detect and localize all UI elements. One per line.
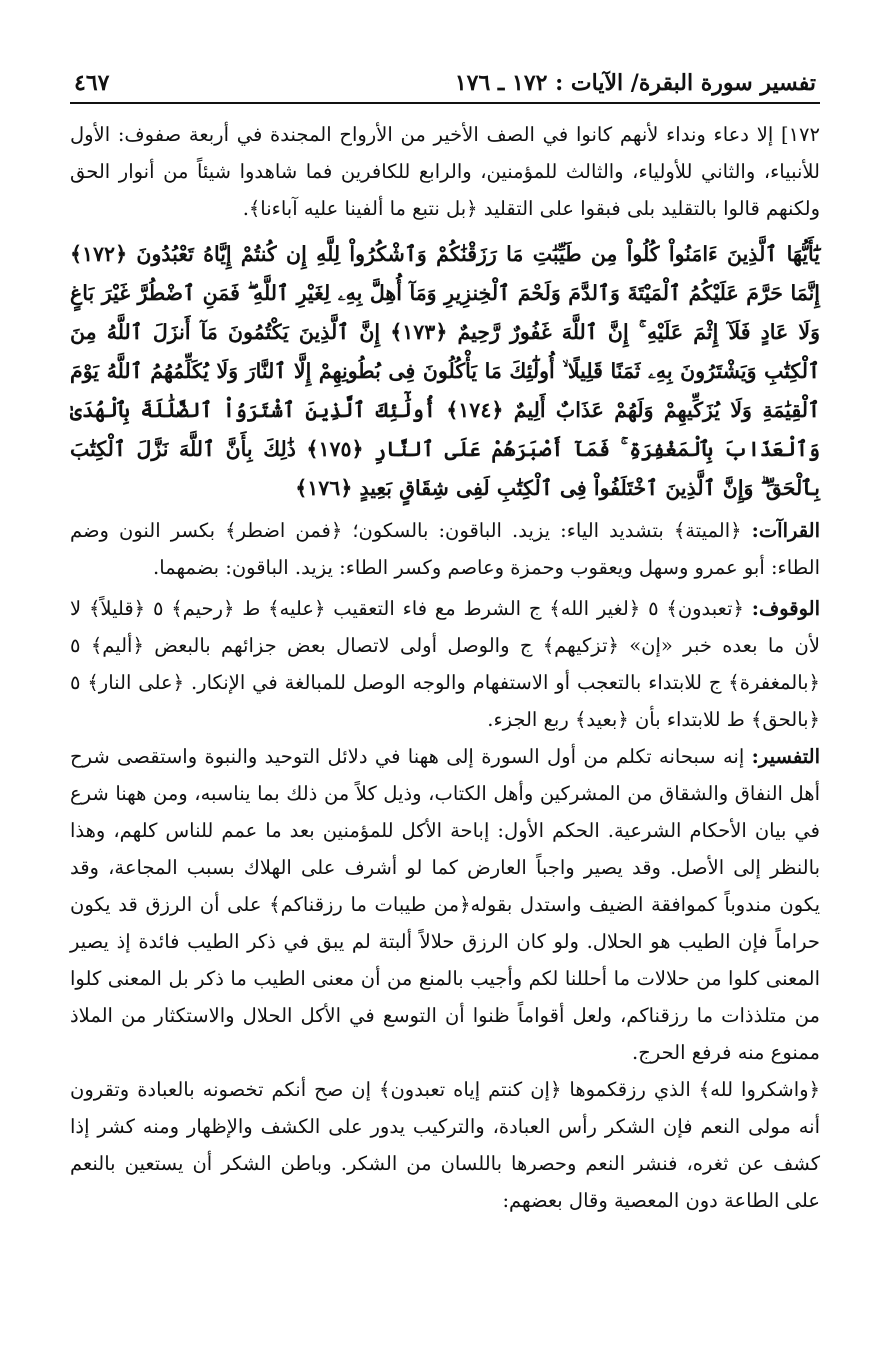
quran-verses: يَٰٓأَيُّهَا ٱلَّذِينَ ءَامَنُواْ كُلُواْ مِن طَيِّبَٰتِ مَا رَزَقْنَٰكُمْ وَٱشْكُرُواْ لِلَّهِ إِن كُنتُمْ إِيَّاهُ تَعْبُدُونَ ﴿١٧٢﴾ إِنَّمَا حَرَّمَ عَلَيْكُمُ ٱلْمَيْتَةَ وَٱلدَّمَ وَلَحْمَ ٱلْخِنزِيرِ وَمَآ أُهِلَّ بِهِۦ لِغَيْرِ ٱللَّهِ ۖ فَمَنِ ٱضْطُرَّ غَيْرَ بَاغٍ وَلَا عَادٍ فَلَآ إِثْمَ عَلَيْهِ ۚ إِنَّ ٱللَّهَ غَفُورٌ رَّحِيمٌ ﴿١٧٣﴾ إِنَّ ٱلَّذِينَ يَكْتُمُونَ مَآ أَنزَلَ ٱللَّهُ مِنَ ٱلْكِتَٰبِ وَيَشْتَرُونَ بِهِۦ ثَمَنًا قَلِيلًا ۙ أُولَٰٓئِكَ مَا يَأْكُلُونَ فِى بُطُونِهِمْ إِلَّا ٱلنَّارَ وَلَا يُكَلِّمُهُمُ ٱللَّهُ يَوْمَ ٱلْقِيَٰمَةِ وَلَا يُزَكِّيهِمْ وَلَهُمْ عَذَابٌ أَلِيمٌ ﴿١٧٤﴾ أُولَٰٓئِكَ ٱلَّذِينَ ٱشْتَرَوُاْ ٱلضَّلَٰلَةَ بِٱلْهُدَىٰ وَٱلْعَذَابَ بِٱلْمَغْفِرَةِ ۚ فَمَآ أَصْبَرَهُمْ عَلَى ٱلنَّارِ ﴿١٧٥﴾ ذَٰلِكَ بِأَنَّ ٱللَّهَ نَزَّلَ ٱلْكِتَٰبَ بِٱلْحَقِّ ۗ وَإِنَّ ٱلَّذِينَ ٱخْتَلَفُواْ فِى ٱلْكِتَٰبِ لَفِى شِقَاقٍ بَعِيدٍ ﴿١٧٦﴾ [70, 242, 821, 500]
stops-text: ﴿تعبدون﴾ ٥ ﴿لغير الله﴾ ج الشرط مع فاء التعقيب ﴿عليه﴾ ط ﴿رحيم﴾ ٥ ﴿قليلاً﴾ لا لأن ما بعده خبر «إن» ﴿تزكيهم﴾ ج والوصل أولى لاتصال بعض جزائهم بالبعض ﴿أليم﴾ ٥ ﴿بالمغفرة﴾ ج للابتداء بالتعجب أو الاستفهام والوجه الوصل للمبالغة في الإنكار. ﴿على النار﴾ ٥ ﴿بالحق﴾ ط للابتداء بأن ﴿بعيد﴾ ربع الجزء. [70, 597, 820, 731]
header-rule [70, 102, 820, 104]
tafsir-paragraph-2: ﴿واشكروا لله﴾ الذي رزقكموها ﴿إن كنتم إياه تعبدون﴾ إن صح أنكم تخصونه بالعبادة وتقرون أنه مولى النعم فإن الشكر رأس العبادة، والتركيب يدور على الكشف والإظهار ومنه كشر إذا كشف عن ثغره، فنشر النعم وحصرها باللسان من الشكر. وباطن الشكر أن يستعين بالنعم على الطاعة دون المعصية وقال بعضهم: [70, 1078, 820, 1212]
readings-label: القراآت: [751, 519, 820, 542]
tafsir-text: إنه سبحانه تكلم من أول السورة إلى ههنا في دلائل التوحيد والنبوة واستقصى شرح أهل النفاق والشقاق من المشركين وأهل الكتاب، وذيل كلاً من ذلك بما يناسبه، ومن ههنا شرع في بيان الأحكام الشرعية. الحكم الأول: إباحة الأكل للمؤمنين بعد ما عمم للناس كلهم، وهذا بالنظر إلى الأصل. وقد يصير واجباً العارض كما لو أشرف على الهلاك بسبب المجاعة، وقد يكون مندوباً كموافقة الضيف واستدل بقوله﴿من طيبات ما رزقناكم﴾ على أن الرزق قد يكون حراماً فإن الطيب هو الحلال. ولو كان الرزق حلالاً ألبتة لم يبق في ذكر الطيب فائدة إذ يصير المعنى كلوا من حلالات ما أحللنا لكم وأجيب بالمنع من أن معنى الطيب ما ذكر بل المعنى كلوا من متلذذات ما رزقناكم، ولعل أقواماً ظنوا أن التوسع في الأكل الحلال والاستكثار من الملاذ ممنوع منه فرفع الحرج. [70, 745, 820, 1064]
intro-paragraph: ١٧٢] إلا دعاء ونداء لأنهم كانوا في الصف الأخير من الأرواح المجندة في أربعة صفوف: الأول للأنبياء، والثاني للأولياء، والثالث للمؤمنين، والرابع للكافرين فما شاهدوا شيئاً من أنوار الحق ولكنهم قالوا بالتقليد بلى فبقوا على التقليد ﴿بل نتبع ما ألفينا عليه آباءنا﴾. [70, 123, 820, 220]
readings-text: ﴿الميتة﴾ بتشديد الياء: يزيد. الباقون: بالسكون؛ ﴿فمن اضطر﴾ بكسر النون وضم الطاء: أبو عمرو وسهل ويعقوب وحمزة وعاصم وكسر الطاء: يزيد. الباقون: بضمهما. [70, 519, 820, 579]
page-number: ٤٦٧ [74, 70, 110, 96]
page [70, 70, 820, 1219]
tafsir-label: التفسير: [751, 745, 820, 768]
stops-label: الوقوف: [751, 597, 821, 620]
readings-paragraph [70, 512, 820, 586]
running-title: تفسير سورة البقرة/ الآيات : ١٧٢ ـ ١٧٦ [454, 70, 816, 96]
tafsir-paragraph [70, 738, 820, 1071]
stops-paragraph [70, 590, 820, 738]
page-header [70, 70, 820, 102]
